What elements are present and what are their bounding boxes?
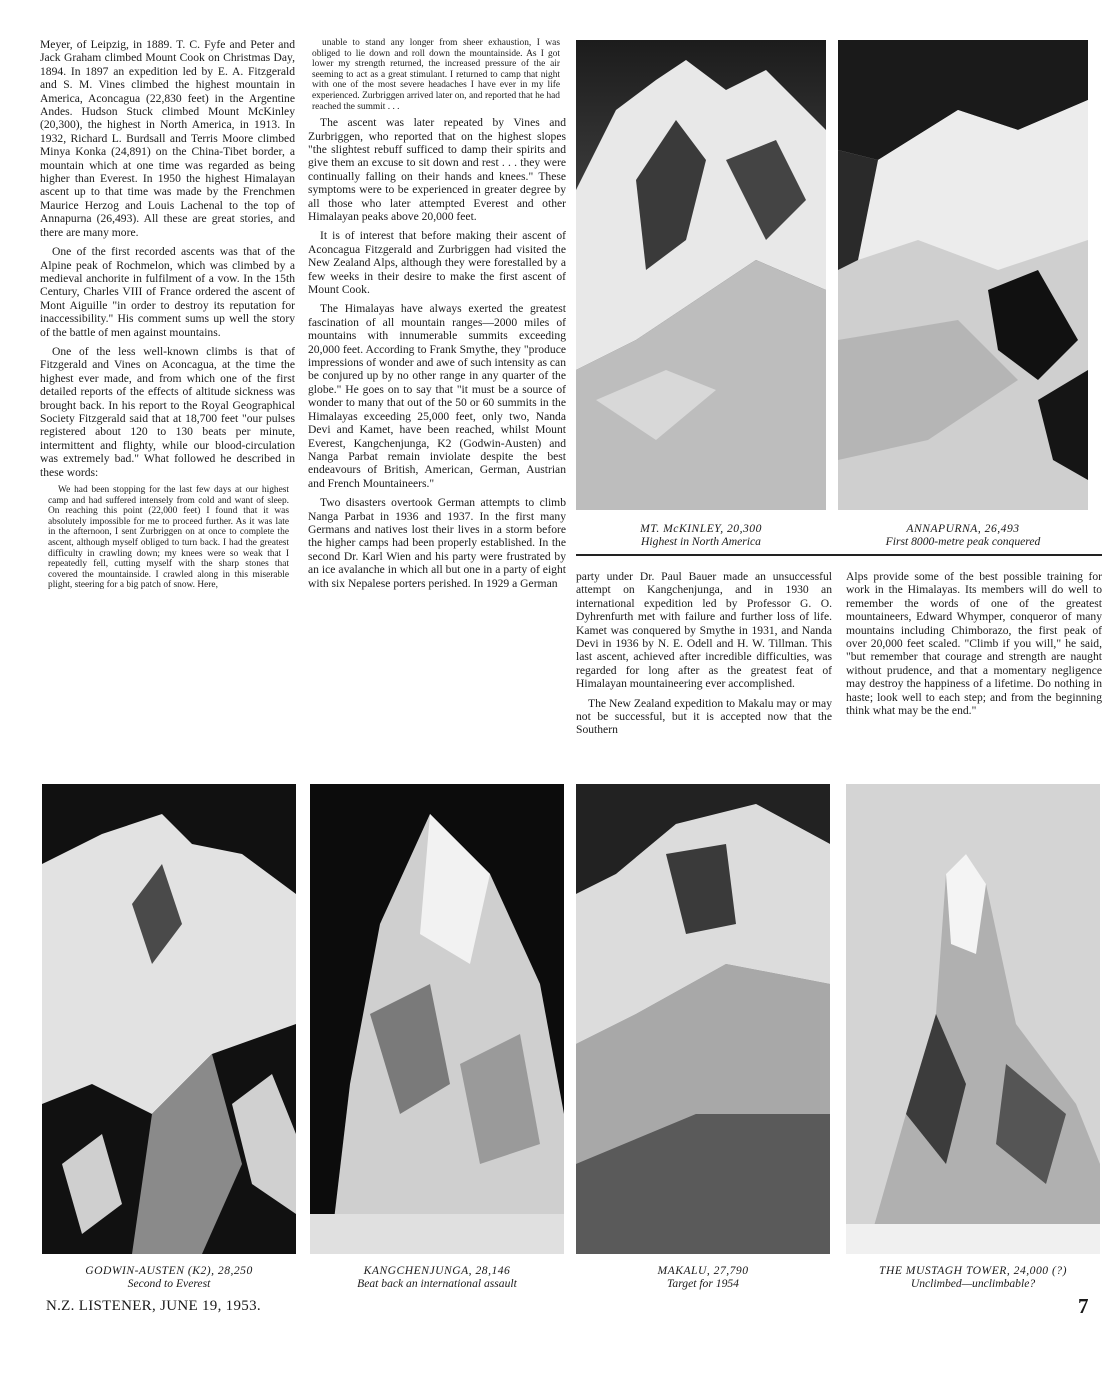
photo-makalu	[576, 784, 830, 1254]
paragraph: Meyer, of Leipzig, in 1889. T. C. Fyfe and Peter and Jack Graham climbed Mount Cook on Christmas Day, 1894. In 1897 an expedition led by E. A. Fitzgerald and S. M. Vines climbed the highest mountain in America, Aconcagua (22,830 feet) in the Argentine Andes. Hudson Stuck climbed Mount McKinley (20,300), the highest in North America, in 1913. In 1932, Richard L. Burdsall and Terris Moore climbed Minya Konka (24,891) on the China-Tibet border, a mountain which at one time was regarded as being higher than Everest. In 1950 the highest Himalayan ascent up to that time was made by the Frenchmen Maurice Herzog and Louis Lachenal to the top of Annapurna (26,493). All these are great stories, and there are many more.	[40, 38, 295, 239]
caption-mustagh-tower	[842, 1264, 1104, 1290]
paragraph: The ascent was later repeated by Vines and Zurbriggen, who reported that on the highest slopes "the slightest rebuff sufficed to damp their spirits and give them an excuse to sit down and rest . . . they were continually falling on their hands and knees." These symptoms were to be experienced in greater degree by all those who later attempted Everest and other Himalayan peaks above 20,000 feet.	[308, 116, 566, 223]
text-column-1	[40, 38, 295, 595]
photo-annapurna	[838, 40, 1088, 510]
caption-subtitle: Unclimbed—unclimbable?	[910, 1277, 1036, 1290]
caption-subtitle: Highest in North America	[641, 535, 761, 548]
caption-title: THE MUSTAGH TOWER, 24,000 (?)	[879, 1264, 1067, 1277]
caption-annapurna	[838, 522, 1088, 548]
text-column-4	[846, 570, 1102, 723]
footer-publication-date: N.Z. LISTENER, JUNE 19, 1953.	[46, 1298, 261, 1314]
caption-title: MAKALU, 27,790	[657, 1264, 749, 1277]
paragraph: party under Dr. Paul Bauer made an unsuccessful attempt on Kangchenjunga, and in 1930 an international expedition led by Professor G. O. Dyhrenfurth met with failure and further loss of life. Kamet was conquered by Smythe in 1931, and Nanda Devi in 1936 by N. E. Odell and H. W. Tillman. This last ascent, achieved after incredible difficulties, was regarded for long after as the greatest feat of Himalayan mountaineering ever accomplished.	[576, 570, 832, 691]
paragraph: The Himalayas have always exerted the greatest fascination of all mountain ranges—2000 miles of mountains with innumerable summits exceeding 20,000 feet. According to Frank Smythe, they "produce impressions of wonder and awe of such intensity as can be conjured up by no other range in any quarter of the globe." He goes on to say that "it must be a source of wonder to many that out of the 50 or 60 summits in the Himalayas exceeding 25,000 feet, only two, Nanda Devi and Kamet, have been reached, whilst Mount Everest, Kangchenjunga, K2 (Godwin-Austen) and Nanga Parbat remain inviolate despite the best endeavours of British, American, German, Austrian and French Mountaineers."	[308, 302, 566, 490]
text-column-2	[308, 38, 566, 596]
caption-subtitle: First 8000-metre peak conquered	[885, 535, 1041, 548]
caption-title: KANGCHENJUNGA, 28,146	[363, 1264, 511, 1277]
text-column-3	[576, 570, 832, 743]
caption-makalu	[576, 1264, 830, 1290]
caption-kangchenjunga	[310, 1264, 564, 1290]
quote-block: We had been stopping for the last few days at our highest camp and had suffered intensely from cold and want of sleep. On reaching this point (22,000 feet) I found that it was absolutely impossible for me to proceed further. As it was late in the afternoon, I sent Zurbriggen on at once to complete the ascent, although myself obliged to turn back. I had the greatest difficulty in crawling down; my knees were so weak that I repeatedly fell, cutting myself with the sharp stones that covered the mountainside. I crawled along in this miserable plight, steering for a big patch of snow. Here,	[48, 485, 289, 591]
photo-godwin-austen	[42, 784, 296, 1254]
page-number: 7	[1078, 1294, 1089, 1318]
caption-godwin-austen	[42, 1264, 296, 1290]
paragraph: One of the less well-known climbs is that of Fitzgerald and Vines on Aconcagua, at the time the highest ever made, and from which one of the first detailed reports of the effects of altitude sickness was brought back. In his report to the Royal Geographical Society Fitzgerald said that at 18,700 feet "our pulses registered about 120 to 130 beats per minute, intermittent and flighty, while our blood-circulation was extremely bad." What followed he described in these words:	[40, 344, 295, 479]
caption-title: ANNAPURNA, 26,493	[906, 522, 1020, 535]
photo-kangchenjunga	[310, 784, 564, 1254]
caption-title: MT. McKINLEY, 20,300	[640, 522, 762, 535]
paragraph: Two disasters overtook German attempts to climb Nanga Parbat in 1936 and 1937. In the first many Germans and natives lost their lives in a storm before the higher camps had been properly established. In the second Dr. Karl Wien and his party were frustrated by an ice avalanche in which all but one in a party of eight with six Nepalese porters perished. In 1929 a German	[308, 496, 566, 590]
photo-mustagh-tower	[846, 784, 1100, 1254]
caption-mt-mckinley	[576, 522, 826, 548]
paragraph: The New Zealand expedition to Makalu may or may not be successful, but it is accepted now that the Southern	[576, 696, 832, 737]
paragraph: One of the first recorded ascents was that of the Alpine peak of Rochmelon, which was climbed by a medieval anchorite in fulfilment of a vow. In the 15th Century, Charles VIII of France ordered the ascent of Mont Aiguille "in order to destroy its reputation for inaccessibility." His comment sums up well the story of the battle of men against mountains.	[40, 245, 295, 339]
caption-title: GODWIN-AUSTEN (K2), 28,250	[85, 1264, 253, 1277]
quote-block: unable to stand any longer from sheer exhaustion, I was obliged to lie down and roll down the mountainside. As I got lower my strength returned, the increased pressure of the air seeming to act as a great stimulant. I returned to camp that night with one of the most severe headaches I have ever in my life experienced. Zurbriggen arrived later on, and reported that he had reached the summit . . .	[312, 38, 560, 112]
paragraph: Alps provide some of the best possible training for work in the Himalayas. Its members will do well to remember the words of one of the greatest mountaineers, Edward Whymper, conqueror of many mountains including Chimborazo, the first peak of over 20,000 feet scaled. "Climb if you will," he said, "but remember that courage and strength are naught without prudence, and that a momentary negligence may destroy the happiness of a lifetime. Do nothing in haste; look well to each step; and from the beginning think what may be the end."	[846, 570, 1102, 718]
caption-subtitle: Beat back an international assault	[357, 1277, 517, 1290]
photo-mt-mckinley	[576, 40, 826, 510]
caption-subtitle: Target for 1954	[667, 1277, 739, 1290]
paragraph: It is of interest that before making their ascent of Aconcagua Fitzgerald and Zurbriggen had visited the New Zealand Alps, although they were forestalled by a few weeks in their desire to make the first ascent of Mount Cook.	[308, 229, 566, 297]
divider-rule	[576, 554, 1102, 556]
caption-subtitle: Second to Everest	[127, 1277, 211, 1290]
